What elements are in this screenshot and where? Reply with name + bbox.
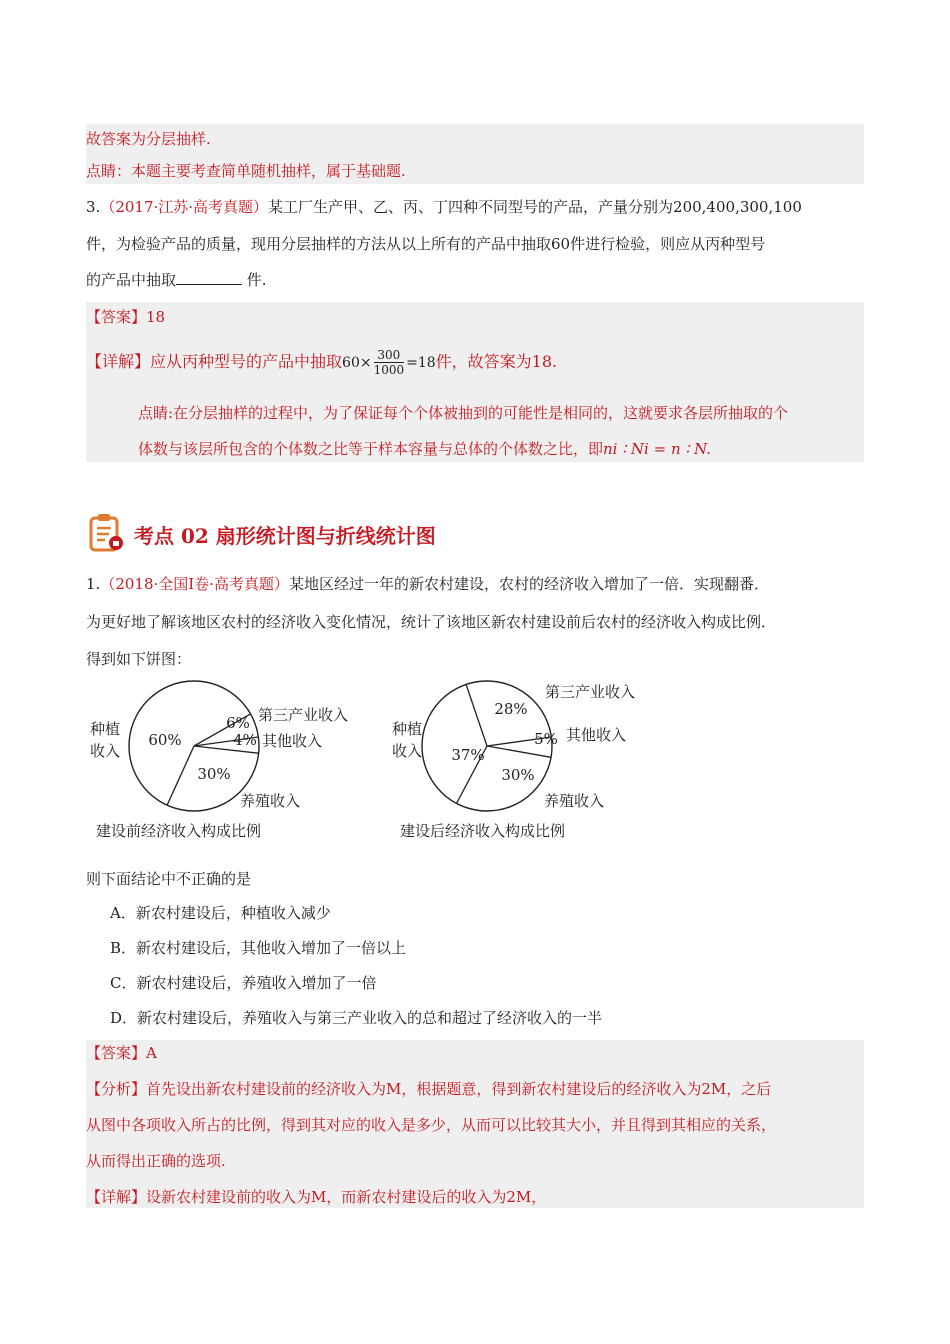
slice-category-label: 种植收入: [90, 720, 121, 760]
analysis-label: 【分析】: [86, 1080, 147, 1098]
slice-value-label: 37%: [451, 746, 485, 764]
detail-line: [86, 344, 557, 381]
slice-category-label: 种植收入: [392, 720, 423, 760]
question-text: 的产品中抽取: [86, 271, 177, 289]
answer-value: 18: [146, 308, 166, 326]
conclusion-text: 故答案为分层抽样.: [86, 130, 211, 148]
question-1-line3: 得到如下饼图：: [86, 650, 192, 668]
pie-slice-0: [167, 746, 194, 805]
formula-right: =18: [406, 355, 436, 371]
clipboard-icon: [88, 512, 126, 558]
slice-category-label: 第三产业收入: [545, 683, 636, 701]
answer-label: 【答案】: [86, 308, 147, 326]
detail-text: 应从丙种型号的产品中抽取: [150, 352, 343, 371]
option-a[interactable]: A．新农村建设后，种植收入减少: [110, 904, 331, 922]
option-d[interactable]: D．新农村建设后，养殖收入与第三产业收入的总和超过了经济收入的一半: [110, 1009, 603, 1027]
detail-text: 件，故答案为18.: [435, 352, 558, 371]
tip-text: 点睛：本题主要考查简单随机抽样，属于基础题.: [86, 162, 406, 180]
question-1-line1: [86, 573, 769, 595]
answer-line: [86, 1042, 157, 1064]
slice-category-label: 第三产业收入: [258, 706, 349, 724]
detail-line: [86, 1186, 546, 1208]
detail-label: 【详解】: [86, 352, 151, 371]
tip-line2: [138, 438, 711, 460]
analysis-text: 首先设出新农村建设前的经济收入为M，根据题意，得到新农村建设后的经济收入为2M，之后: [146, 1080, 772, 1098]
question-text: 件.: [246, 271, 267, 289]
q1-answer-block: [86, 1040, 864, 1208]
answer-value: A: [146, 1044, 157, 1062]
fraction-denominator: 1000: [373, 363, 405, 377]
question-1: [86, 573, 864, 673]
slice-value-label: 6%: [226, 714, 250, 732]
question-3-line1: [86, 196, 802, 218]
question-1-line2: 为更好地了解该地区农村的经济收入变化情况，统计了该地区新农村建设前后农村的经济收入构成比例．: [86, 613, 777, 631]
option-b[interactable]: B．新农村建设后，其他收入增加了一倍以上: [110, 939, 407, 957]
slice-value-label: 60%: [148, 731, 182, 749]
question-3: [86, 196, 864, 296]
question-3-line3: [86, 269, 267, 291]
formula-fraction: [374, 348, 405, 377]
option-c[interactable]: C．新农村建设后，养殖收入增加了一倍: [110, 974, 377, 992]
answer-blank: [176, 270, 242, 285]
tip-line1: 点睛:在分层抽样的过程中，为了保证每个个体被抽到的可能性是相同的，这就要求各层所抽取的个: [138, 404, 789, 422]
detail-label: 【详解】: [86, 1188, 147, 1206]
tip-text: 体数与该层所包含的个体数之比等于样本容量与总体的个体数之比，即: [138, 440, 604, 458]
pie-chart-after: [392, 681, 635, 840]
slice-category-label: 养殖收入: [240, 792, 301, 810]
pie-charts: [0, 680, 950, 860]
slice-category-label: 养殖收入: [544, 792, 605, 810]
answer-label: 【答案】: [86, 1044, 147, 1062]
question-source: （2017·江苏·高考真题）: [100, 198, 269, 216]
analysis-line1: [86, 1078, 771, 1100]
slice-category-label: 其他收入: [566, 726, 627, 744]
solution-block-top: [86, 124, 864, 184]
question-number: 3.: [86, 198, 101, 216]
slice-value-label: 30%: [197, 765, 231, 783]
question-number: 1.: [86, 575, 101, 593]
answer-line: [86, 306, 165, 328]
question-text: 某工厂生产甲、乙、丙、丁四种不同型号的产品，产量分别为200,400,300,100: [268, 198, 802, 216]
pie-chart-title: 建设前经济收入构成比例: [96, 822, 262, 840]
formula-left: 60×: [342, 355, 372, 371]
question-3-line2: 件，为检验产品的质量，现用分层抽样的方法从以上所有的产品中抽取60件进行检验，则应从丙种型号: [86, 235, 766, 253]
slice-value-label: 28%: [494, 700, 528, 718]
section-title: 考点 02 扇形统计图与折线统计图: [134, 524, 436, 548]
question-source: （2018·全国Ⅰ卷·高考真题）: [100, 575, 289, 593]
slice-value-label: 4%: [233, 731, 257, 749]
pie-chart-title: 建设后经济收入构成比例: [400, 822, 566, 840]
fraction-numerator: 300: [374, 348, 405, 363]
detail-text: 设新农村建设前的收入为M，而新农村建设后的收入为2M，: [146, 1188, 547, 1206]
analysis-line3: 从而得出正确的选项.: [86, 1152, 226, 1170]
analysis-line2: 从图中各项收入所占的比例，得到其对应的收入是多少，从而可以比较其大小，并且得到其相应的关系，: [86, 1116, 777, 1134]
slice-value-label: 5%: [534, 730, 558, 748]
slice-category-label: 其他收入: [262, 732, 323, 750]
question-prompt: 则下面结论中不正确的是: [86, 870, 252, 888]
pie-chart-before: [90, 681, 348, 840]
slice-value-label: 30%: [501, 766, 535, 784]
tip-formula: ni ∶ Ni = n ∶ N.: [603, 440, 711, 458]
pie-slice-1: [466, 685, 487, 747]
question-text: 某地区经过一年的新农村建设，农村的经济收入增加了一倍．实现翻番．: [288, 575, 769, 593]
q3-answer-block: [86, 302, 864, 462]
